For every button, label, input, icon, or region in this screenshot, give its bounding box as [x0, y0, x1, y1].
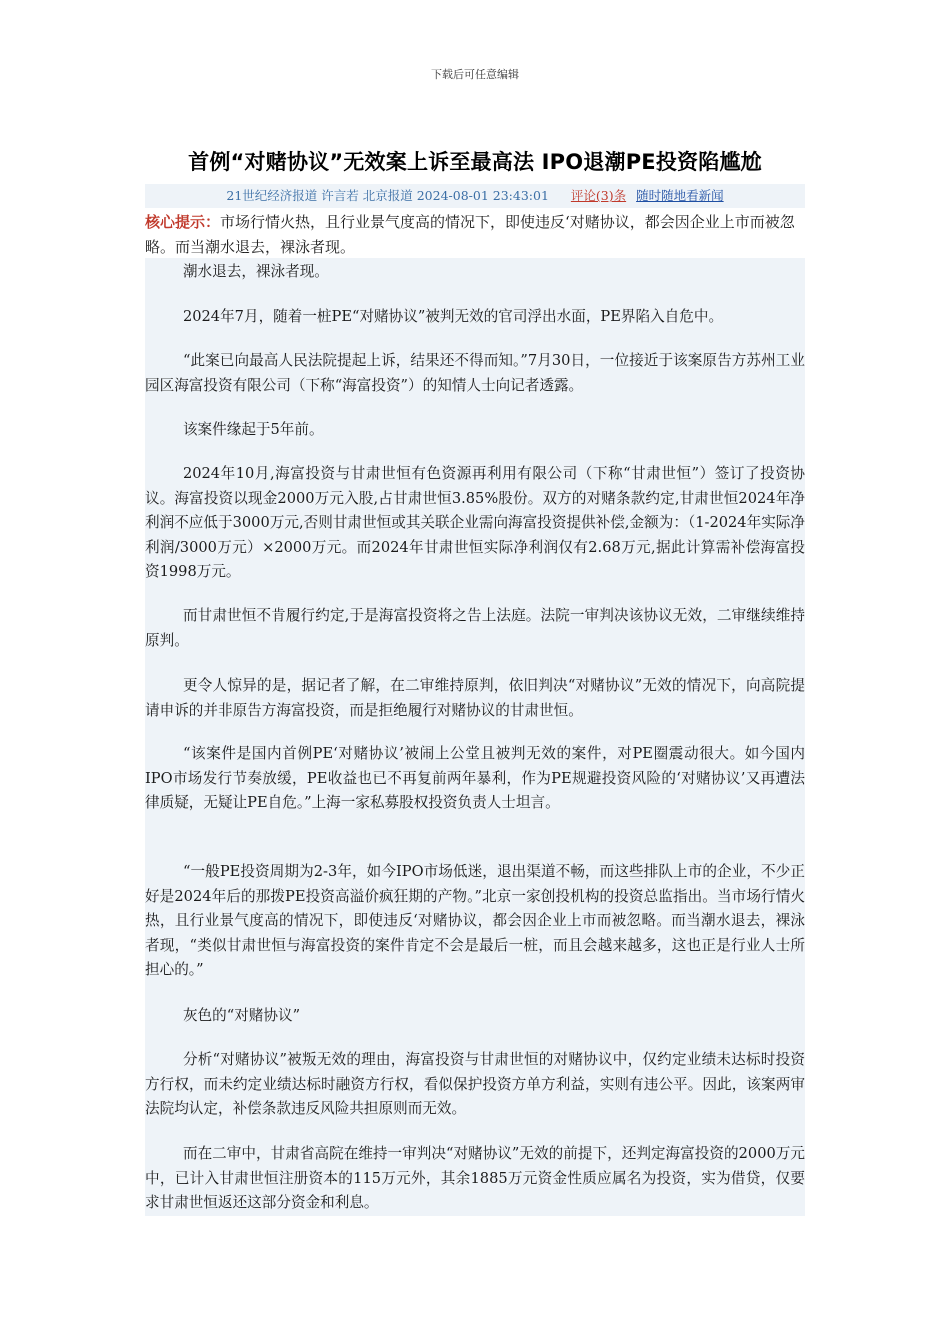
core-summary — [145, 210, 805, 260]
paragraph: 2024年7月，随着一桩PE“对赌协议”被判无效的官司浮出水面，PE界陷入自危中。 — [182, 308, 724, 325]
article-title: 首例“对赌协议”无效案上诉至最高法 IPO退潮PE投资陷尴尬 — [188, 150, 762, 174]
byline-meta: 21世纪经济报道 许言若 北京报道 2024-08-01 23:43:01 — [226, 188, 549, 203]
paragraph: 潮水退去，裸泳者现。 — [182, 263, 329, 280]
paragraph: 更令人惊异的是，据记者了解，在二审维持原判，依旧判决“对赌协议”无效的情况下，向高院提请申诉的并非原告方海富投资，而是拒绝履行对赌协议的甘肃世恒。 — [145, 677, 805, 719]
paragraph: 分析“对赌协议”被叛无效的理由，海富投资与甘肃世恒的对赌协议中，仅约定业绩未达标时投资方行权，而未约定业绩达标时融资方行权，看似保护投资方单方利益，实则有违公平。因此，该案两审法院均认定，补偿条款违反风险共担原则而无效。 — [145, 1051, 805, 1117]
read-news-link[interactable]: 随时随地看新闻 — [636, 188, 724, 203]
paragraph: “此案已向最高人民法院提起上诉，结果还不得而知。”7月30日，一位接近于该案原告方苏州工业园区海富投资有限公司（下称“海富投资”）的知情人士向记者透露。 — [145, 352, 805, 394]
comments-link[interactable]: 评论(3)条 — [570, 188, 627, 203]
header-note: 下载后可任意编辑 — [431, 68, 519, 81]
summary-label: 核心提示： — [145, 213, 221, 231]
section-heading: 灰色的“对赌协议” — [182, 1007, 301, 1024]
paragraph: 2024年10月,海富投资与甘肃世恒有色资源再利用有限公司（下称“甘肃世恒”）签订了投资协议。海富投资以现金2000万元入股,占甘肃世恒3.85%股份。双方的对赌条款约定,甘肃世恒2024年净利润不应低于3000万元,否则甘肃世恒或其关联企业需向海富投资提供补偿,金额为：（1-2024年实际净利润/3000万元）×2000万元。而2024年甘肃世恒实际净利润仅有2.68万元,据此计算需补偿海富投资1998万元。 — [145, 465, 805, 580]
paragraph: “该案件是国内首例PE‘对赌协议’被闹上公堂且被判无效的案件，对PE圈震动很大。如今国内IPO市场发行节奏放缓，PE收益也已不再复前两年暴利，作为PE规避投资风险的‘对赌协议’又再遭法律质疑，无疑让PE自危。”上海一家私募股权投资负责人士坦言。 — [145, 745, 805, 811]
paragraph: 该案件缘起于5年前。 — [182, 421, 324, 438]
byline — [145, 184, 805, 208]
article-body — [145, 258, 805, 1216]
paragraph: 而甘肃世恒不肯履行约定,于是海富投资将之告上法庭。法院一审判决该协议无效，二审继续维持原判。 — [145, 607, 805, 649]
paragraph: “一般PE投资周期为2-3年，如今IPO市场低迷，退出渠道不畅，而这些排队上市的企业，不少正好是2024年后的那拨PE投资高溢价疯狂期的产物。”北京一家创投机构的投资总监指出。当市场行情火热，且行业景气度高的情况下，即使违反‘对赌协议，都会因企业上市而被忽略。而当潮水退去，裸泳者现，“类似甘肃世恒与海富投资的案件肯定不会是最后一桩，而且会越来越多，这也正是行业人士所担心的。” — [145, 863, 805, 978]
paragraph: 而在二审中，甘肃省高院在维持一审判决“对赌协议”无效的前提下，还判定海富投资的2000万元中，已计入甘肃世恒注册资本的115万元外，其余1885万元资金性质应属名为投资，实为借贷，仅要求甘肃世恒返还这部分资金和利息。 — [145, 1145, 805, 1211]
summary-text: 市场行情火热，且行业景气度高的情况下，即使违反‘对赌协议，都会因企业上市而被忽略。而当潮水退去，裸泳者现。 — [145, 213, 795, 256]
